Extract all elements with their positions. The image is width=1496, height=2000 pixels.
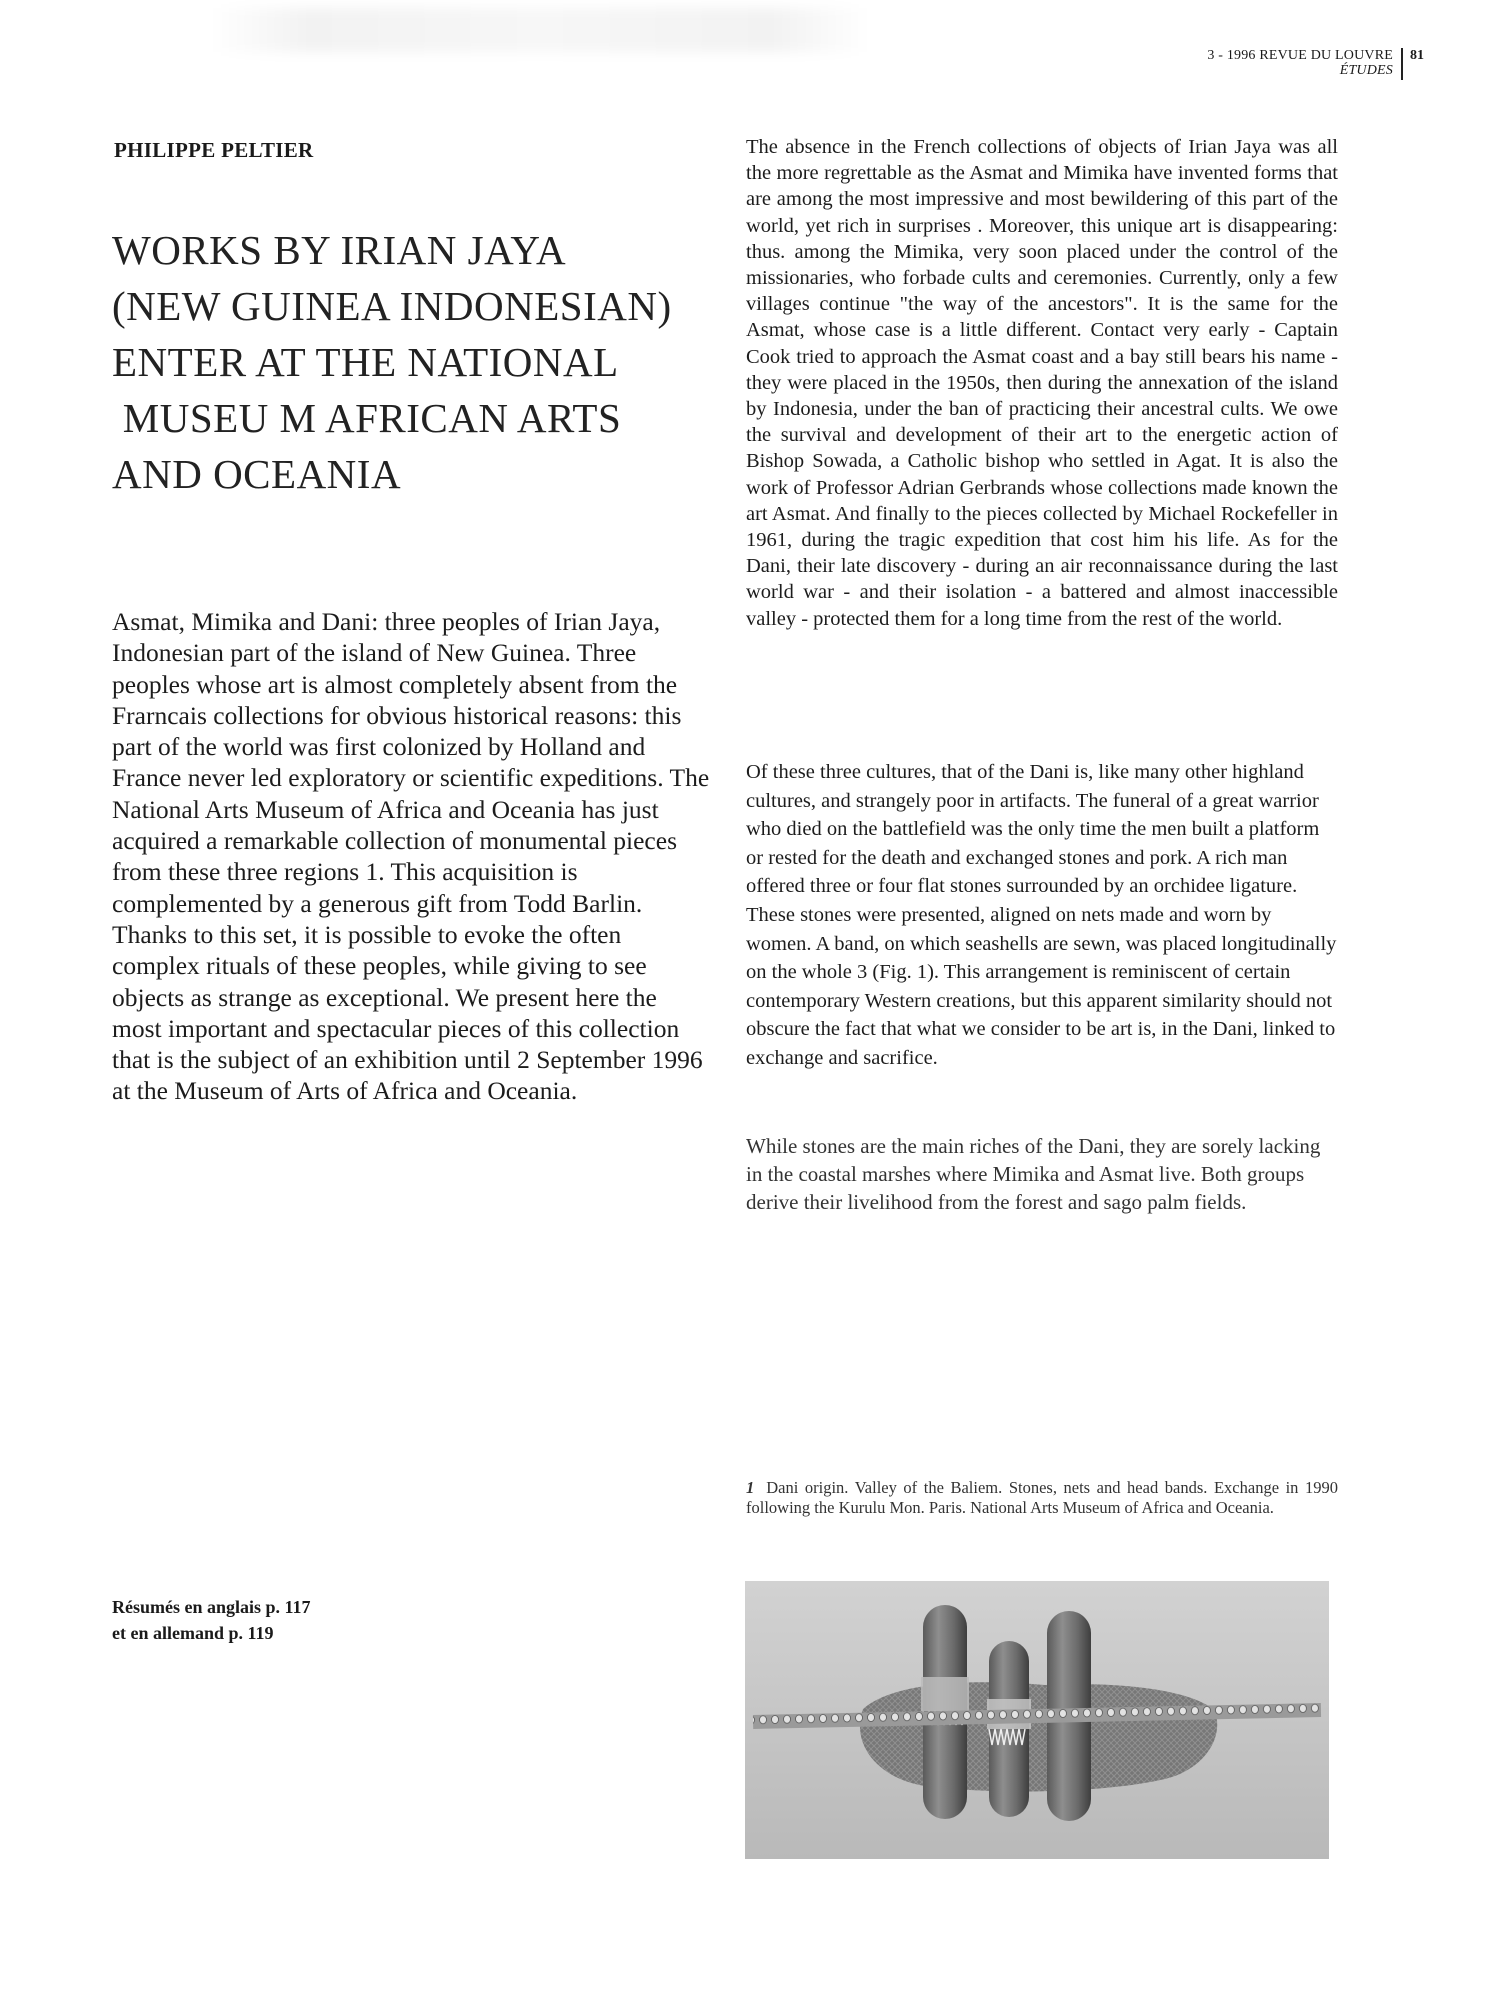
running-header-text [1207,48,1401,78]
lead-paragraph: Asmat, Mimika and Dani: three peoples of Irian Jaya, Indonesian part of the island of New Guinea. Three peoples whose art is almost completely absent from the Frarncais collections for obvious historical reasons: this part of the world was first colonized by Holland and France never led exploratory or scientific expeditions. The National Arts Museum of Africa and Oceania has just acquired a remarkable collection of monumental pieces from these three regions 1. This acquisition is complemented by a generous gift from Todd Barlin. Thanks to this set, it is possible to evoke the often complex rituals of these peoples, while giving to see objects as strange as exceptional. We present here the most important and spectacular pieces of this collection that is the subject of an exhibition until 2 September 1996 at the Museum of Arts of Africa and Oceania. [112,607,710,1106]
running-header [1207,48,1424,80]
body-paragraph-2: Of these three cultures, that of the Dani is, like many other highland cultures, and strangely poor in artifacts. The funeral of a great warrior who died on the battlefield was the only time the men built a platform or rested for the death and exchanged stones and pork. A rich man offered three or four flat stones surrounded by an orchidee ligature. These stones were presented, aligned on nets made and worn by women. A band, on which seashells are sewn, was placed longitudinally on the whole 3 (Fig. 1). This arrangement is reminiscent of certain contemporary Western creations, but this apparent similarity should not obscure the fact that what we consider to be art is, in the Dani, linked to exchange and sacrifice. [746,761,1337,1069]
title-line: WORKS BY IRIAN JAYA [112,227,567,273]
section-name: ÉTUDES [1339,63,1393,78]
page-number: 81 [1410,48,1424,63]
journal-name: 3 - 1996 REVUE DU LOUVRE [1207,48,1393,63]
figure-photo [745,1581,1329,1859]
title-line: MUSEU M AFRICAN ARTS [112,395,622,441]
stones-photo-illustration [745,1581,1329,1859]
figure-caption-text: Dani origin. Valley of the Baliem. Stones, nets and head bands. Exchange in 1990 following the Kurulu Mon. Paris. National Arts Museum of Africa and Oceania. [746,1478,1338,1517]
summaries-german: et en allemand p. 119 [112,1623,274,1643]
title-line: (NEW GUINEA INDONESIAN) [112,283,672,329]
figure-number: 1 [746,1478,755,1497]
show-through-ghost [210,8,870,52]
body-paragraph-1: The absence in the French collections of objects of Irian Jaya was all the more regrettable as the Asmat and Mimika have invented forms that are among the most impressive and most bewildering of this part of the world, yet rich in surprises . Moreover, this unique art is disappearing: thus. among the Mimika, very soon placed under the control of the missionaries, who forbade cults and ceremonies. Currently, only a few villages continue "the way of the ancestors". It is the same for the Asmat, whose case is a little different. Contact very early - Captain Cook tried to approach the Asmat coast and a bay still bears his name - they were placed in the 1950s, then during the annexation of the island by Indonesia, under the ban of practicing their ancestral cults. We owe the survival and development of their art to the energetic action of Bishop Sowada, a Catholic bishop who settled in Agat. It is also the work of Professor Adrian Gerbrands whose collections made known the art Asmat. And finally to the pieces collected by Michael Rockefeller in 1961, during the tragic expedition that cost him his life. As for the Dani, their late discovery - during an air reconnaissance during the last world war - and their isolation - a battered and almost inaccessible valley - protected them for a long time from the rest of the world. [746,136,1338,630]
body-paragraph-3: While stones are the main riches of the Dani, they are sorely lacking in the coastal marshes where Mimika and Asmat live. Both groups derive their livelihood from the forest and sago palm fields. [746,1134,1321,1214]
title-line: ENTER AT THE NATIONAL [112,339,619,385]
figure-caption [746,1478,1338,1517]
article-title [112,222,702,502]
title-line: AND OCEANIA [112,451,402,497]
author-name: PHILIPPE PELTIER [114,138,314,162]
summaries-note [112,1594,311,1646]
summaries-english: Résumés en anglais p. 117 [112,1597,311,1617]
